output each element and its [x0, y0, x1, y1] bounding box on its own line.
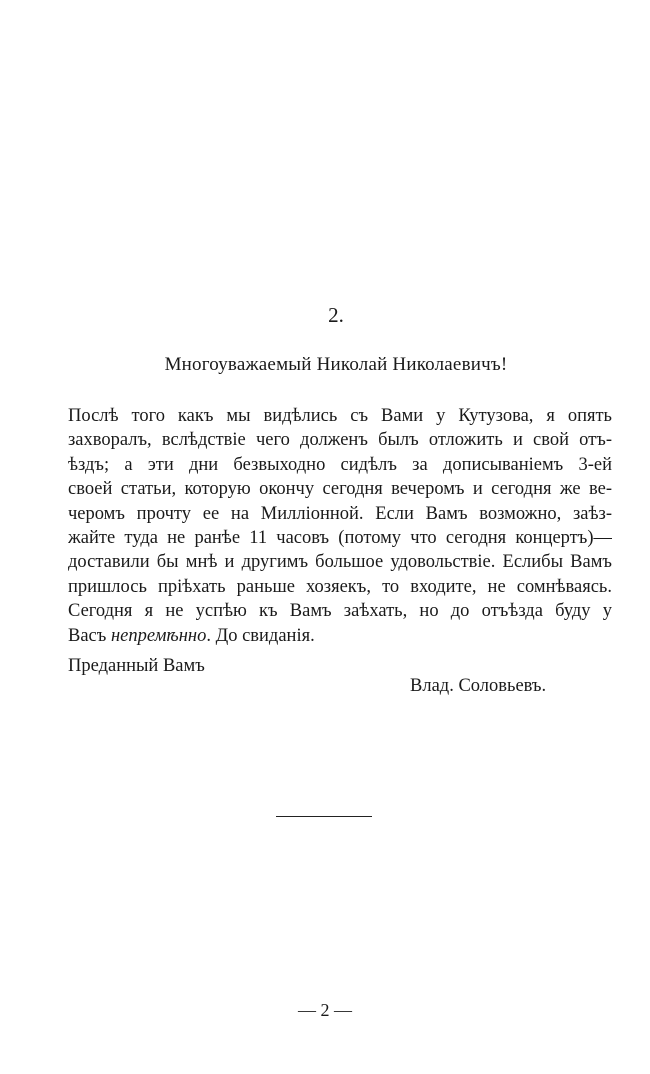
body-line-last-prefix: Васъ — [68, 625, 111, 646]
body-line: своей статьи, которую окончу сегодня вечеромъ и сегодня же ве- — [68, 479, 612, 500]
emphasis-word: непремѣнно — [110, 625, 207, 646]
page-number: — 2 — — [298, 1000, 352, 1020]
body-line: Послѣ того какъ мы видѣлись съ Вами у Кутузова, я опять — [68, 406, 612, 426]
letter-body — [68, 404, 612, 648]
section-divider — [276, 816, 372, 817]
body-line-last-suffix: . До свиданія. — [206, 625, 315, 646]
salutation: Многоуважаемый Николай Николаевичъ! — [164, 354, 508, 375]
body-line: пришлось пріѣхать раньше хозяекъ, то входите, не сомнѣваясь. — [68, 576, 612, 597]
body-line-last — [68, 624, 612, 648]
body-line: захворалъ, вслѣдствіе чего долженъ былъ отложить и свой отъ- — [68, 430, 612, 451]
signature: Влад. Соловьевъ. — [410, 676, 547, 696]
body-line: жайте туда не ранѣе 11 часовъ (потому что сегодня концертъ)— — [68, 527, 612, 548]
body-line: доставили бы мнѣ и другимъ большое удовольствіе. Еслибы Вамъ — [68, 552, 612, 573]
body-line: черомъ прочту ее на Милліонной. Если Вамъ возможно, заѣз- — [68, 503, 612, 524]
body-line: Сегодня я не успѣю къ Вамъ заѣхать, но до отъѣзда буду у — [68, 601, 612, 622]
body-line: ѣздъ; а эти дни безвыходно сидѣлъ за дописываніемъ 3-ей — [68, 454, 612, 475]
letter-number: 2. — [328, 303, 344, 327]
closing-phrase: Преданный Вамъ — [68, 656, 205, 676]
